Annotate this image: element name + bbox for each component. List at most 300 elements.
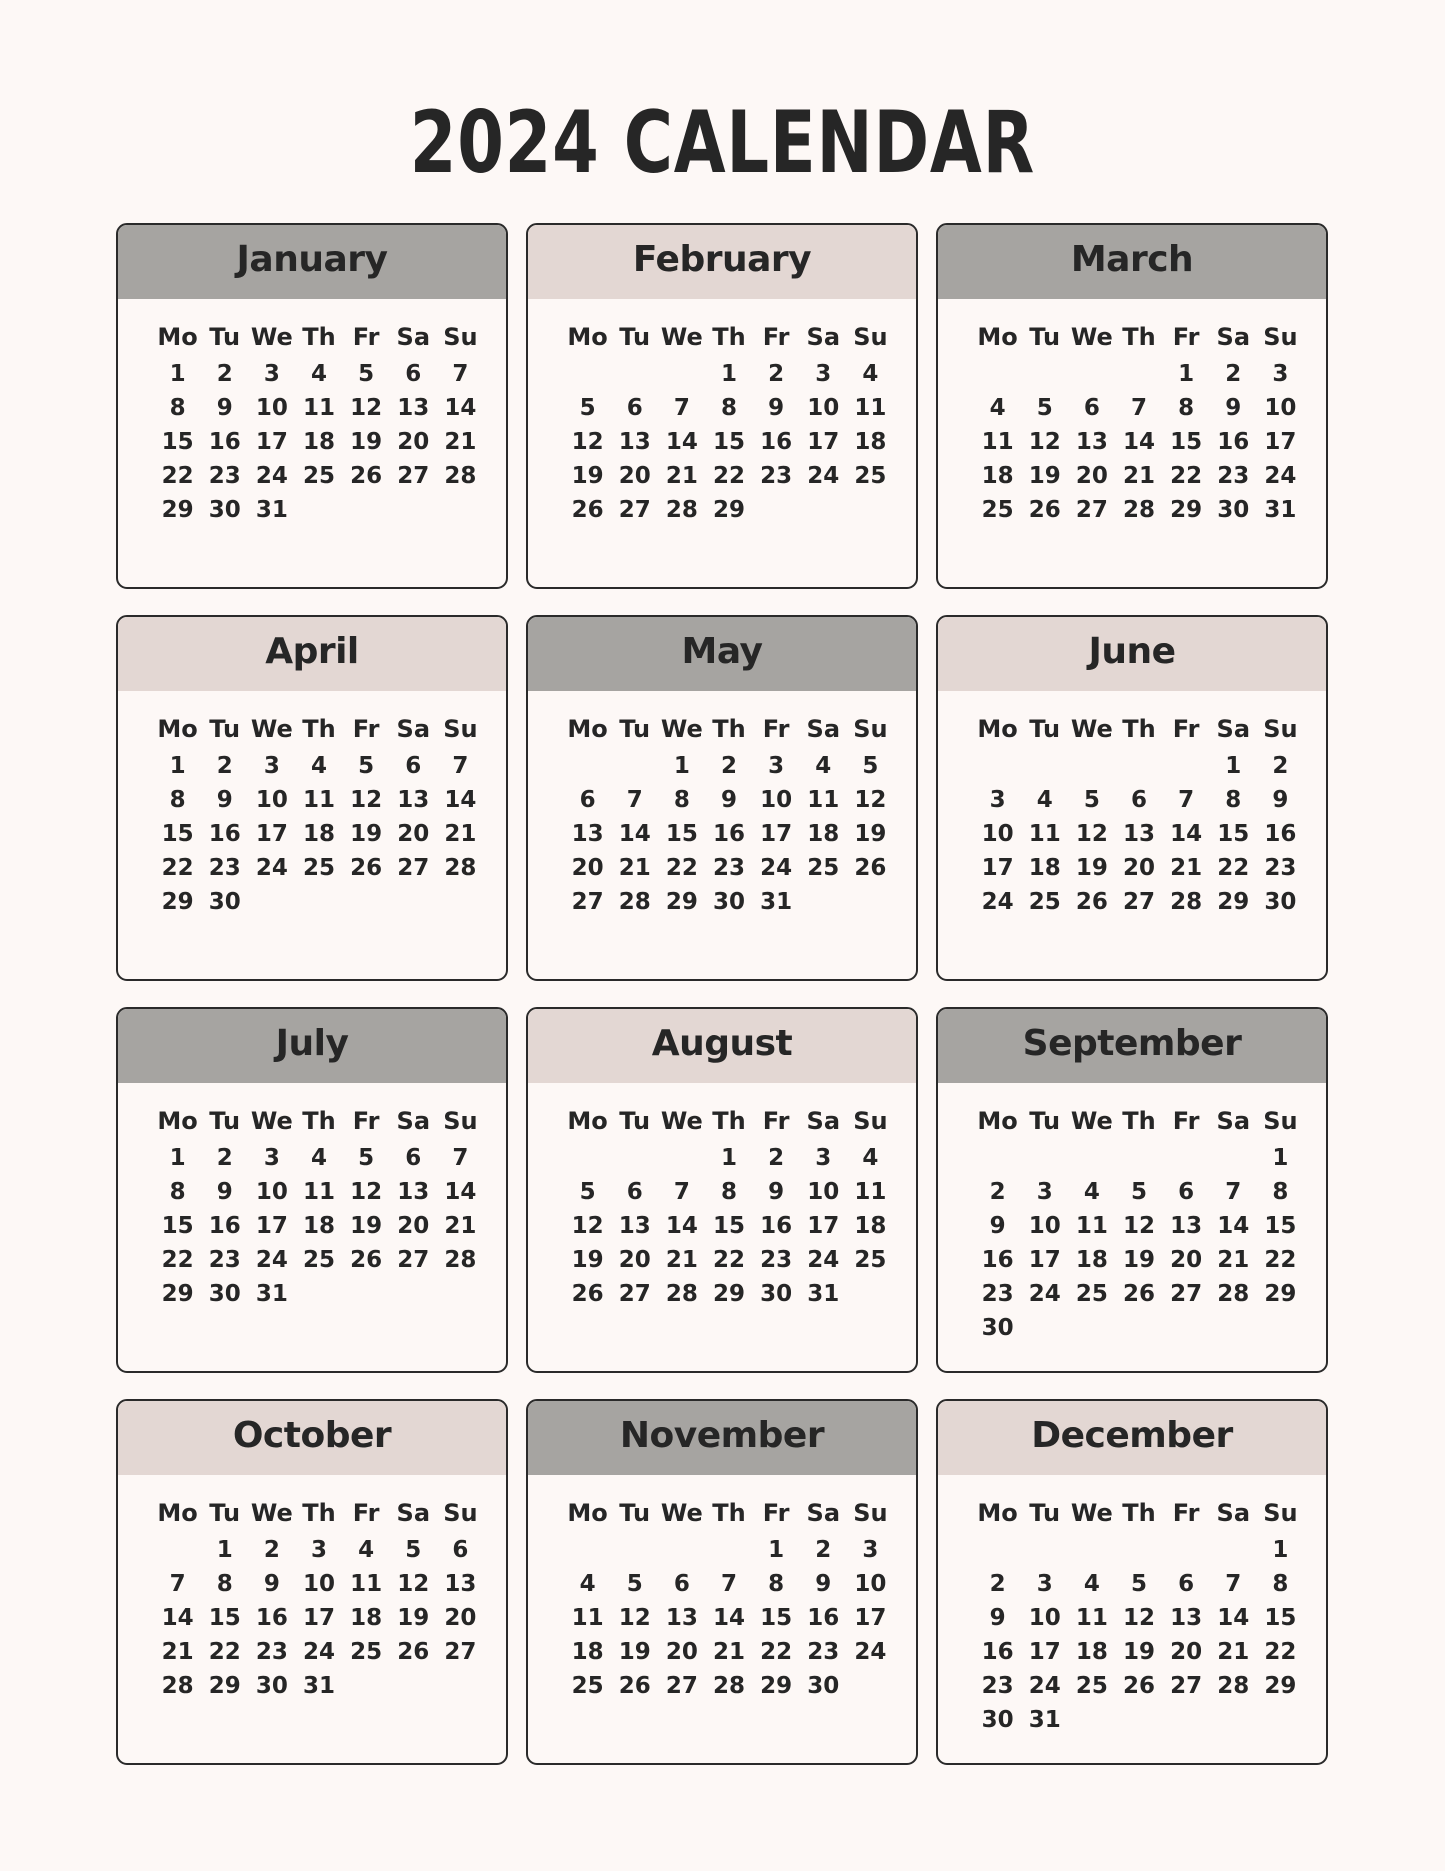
day-cell [390,1669,437,1703]
day-cell: 26 [1122,1281,1155,1307]
day-cell: 7 [452,361,469,387]
week-row [974,1669,1304,1703]
day-cell: 31 [1028,1707,1061,1733]
day-cell: 29 [1264,1281,1297,1307]
month-march [936,223,1328,589]
day-cell: 23 [208,1247,241,1273]
day-cell: 24 [255,855,288,881]
weekday-label: Sa [1216,323,1251,351]
weekday-header-row [154,1493,484,1533]
day-cell: 8 [720,395,737,421]
day-cell: 24 [1028,1673,1061,1699]
day-cell: 28 [444,463,477,489]
day-cell: 8 [169,787,186,813]
month-body [528,299,916,527]
day-cell: 2 [989,1179,1006,1205]
weekday-label: Su [1263,1107,1298,1135]
day-cell: 20 [397,1213,430,1239]
weekday-label: Fr [352,1499,380,1527]
week-row [564,817,894,851]
day-cell: 28 [1217,1281,1250,1307]
day-cell: 2 [216,361,233,387]
week-row [974,749,1304,783]
day-cell: 22 [1217,855,1250,881]
day-cell [1257,1703,1304,1737]
day-cell: 4 [989,395,1006,421]
day-cell [1163,1703,1210,1737]
weekday-label: Mo [567,715,608,743]
day-cell: 17 [854,1605,887,1631]
day-cell: 25 [350,1639,383,1665]
day-cell: 21 [1170,855,1203,881]
day-cell: 5 [862,753,879,779]
day-cell: 26 [618,1673,651,1699]
day-cell: 24 [807,1247,840,1273]
day-cell: 15 [1264,1213,1297,1239]
day-cell: 3 [310,1537,327,1563]
day-cell: 21 [1217,1639,1250,1665]
day-cell: 16 [760,1213,793,1239]
day-cell: 30 [208,1281,241,1307]
day-cell: 11 [1075,1605,1108,1631]
day-cell: 18 [981,463,1014,489]
weekday-label: Th [1122,715,1156,743]
day-cell [343,1277,390,1311]
month-body [528,691,916,919]
day-cell: 29 [208,1673,241,1699]
day-cell: 9 [216,787,233,813]
day-cell: 26 [854,855,887,881]
day-cell: 16 [807,1605,840,1631]
weekday-header-row [974,317,1304,357]
day-cell: 29 [1217,889,1250,915]
day-cell: 17 [1028,1639,1061,1665]
day-cell: 20 [444,1605,477,1631]
month-name: March [938,225,1326,299]
week-row [564,1175,894,1209]
day-cell: 22 [712,463,745,489]
day-cell [974,1141,1021,1175]
day-cell: 17 [981,855,1014,881]
month-body [938,1083,1326,1345]
day-cell: 27 [1075,497,1108,523]
day-cell: 30 [208,889,241,915]
day-cell: 5 [626,1571,643,1597]
week-row [154,1243,484,1277]
day-cell: 8 [1178,395,1195,421]
weekday-label: Th [712,715,746,743]
day-cell: 31 [255,497,288,523]
day-cell [1068,357,1115,391]
day-cell: 23 [712,855,745,881]
day-cell: 10 [255,395,288,421]
week-row [974,1175,1304,1209]
month-name: January [118,225,506,299]
weekday-label: Su [1263,323,1298,351]
day-cell: 23 [981,1673,1014,1699]
day-cell: 19 [1075,855,1108,881]
weekday-label: Th [712,1499,746,1527]
weekday-label: We [1070,1107,1113,1135]
weekday-label: Mo [977,1107,1018,1135]
day-cell: 3 [989,787,1006,813]
weekday-header-row [154,1101,484,1141]
day-cell: 26 [350,1247,383,1273]
day-cell: 21 [444,429,477,455]
day-cell: 13 [618,1213,651,1239]
day-cell: 24 [981,889,1014,915]
day-cell: 13 [1170,1213,1203,1239]
week-row [564,851,894,885]
day-cell: 18 [302,429,335,455]
day-cell: 17 [1028,1247,1061,1273]
day-cell: 24 [1264,463,1297,489]
week-row [154,749,484,783]
week-row [974,885,1304,919]
day-cell: 14 [1217,1605,1250,1631]
day-cell: 22 [161,463,194,489]
day-cell [1163,1533,1210,1567]
day-cell [1021,1311,1068,1345]
week-row [564,1635,894,1669]
day-cell: 28 [712,1673,745,1699]
day-cell: 11 [854,395,887,421]
week-row [154,1567,484,1601]
day-cell: 12 [854,787,887,813]
day-cell: 16 [1264,821,1297,847]
day-cell: 20 [397,429,430,455]
day-cell: 1 [1272,1537,1289,1563]
day-cell: 7 [1225,1179,1242,1205]
day-cell: 5 [579,1179,596,1205]
weekday-label: Su [443,1107,478,1135]
weekday-label: Mo [567,1107,608,1135]
weekday-header-row [564,709,894,749]
day-cell [343,885,390,919]
day-cell: 31 [302,1673,335,1699]
weekday-label: Su [1263,1499,1298,1527]
month-december [936,1399,1328,1765]
weekday-label: Mo [157,323,198,351]
day-cell: 1 [720,1145,737,1171]
day-cell: 19 [1028,463,1061,489]
day-cell: 9 [1272,787,1289,813]
day-cell: 29 [712,1281,745,1307]
day-cell: 28 [665,497,698,523]
day-cell: 23 [208,855,241,881]
day-cell: 7 [1225,1571,1242,1597]
day-cell: 3 [768,753,785,779]
day-cell: 20 [618,1247,651,1273]
day-cell: 14 [444,395,477,421]
week-row [974,493,1304,527]
day-cell: 22 [208,1639,241,1665]
day-cell: 21 [444,821,477,847]
day-cell: 10 [807,1179,840,1205]
day-cell: 19 [854,821,887,847]
day-cell: 15 [161,821,194,847]
day-cell: 12 [571,1213,604,1239]
weekday-label: We [660,323,703,351]
day-cell: 18 [571,1639,604,1665]
day-cell: 19 [397,1605,430,1631]
week-row [974,459,1304,493]
day-cell [658,357,705,391]
weekday-label: Tu [209,1107,241,1135]
day-cell: 9 [989,1213,1006,1239]
day-cell: 25 [1075,1281,1108,1307]
day-cell: 31 [807,1281,840,1307]
month-body [118,1475,506,1703]
weekday-label: Sa [806,715,841,743]
weekday-label: Tu [619,1107,651,1135]
day-cell: 13 [618,429,651,455]
day-cell: 3 [1272,361,1289,387]
day-cell [1115,357,1162,391]
day-cell: 9 [768,1179,785,1205]
day-cell: 19 [571,1247,604,1273]
day-cell: 6 [1130,787,1147,813]
weekday-label: Mo [157,1107,198,1135]
month-body [938,691,1326,919]
weekday-label: Su [443,715,478,743]
month-name: February [528,225,916,299]
week-row [564,885,894,919]
weekday-label: Tu [619,323,651,351]
day-cell: 22 [712,1247,745,1273]
day-cell [1115,749,1162,783]
day-cell: 2 [989,1571,1006,1597]
day-cell: 3 [263,753,280,779]
day-cell: 16 [760,429,793,455]
day-cell [1210,1311,1257,1345]
day-cell: 11 [571,1605,604,1631]
day-cell: 8 [673,787,690,813]
day-cell: 3 [815,1145,832,1171]
week-row [154,391,484,425]
day-cell: 1 [1272,1145,1289,1171]
day-cell: 8 [216,1571,233,1597]
day-cell: 26 [1028,497,1061,523]
day-cell [1163,1141,1210,1175]
day-cell [1115,1311,1162,1345]
day-cell: 12 [1075,821,1108,847]
day-cell [1021,1141,1068,1175]
day-cell [437,1277,484,1311]
page-title: 2024 CALENDAR [409,93,1036,193]
weekday-label: Tu [209,1499,241,1527]
day-cell: 26 [571,497,604,523]
day-cell: 6 [405,361,422,387]
weekday-label: Su [853,1107,888,1135]
day-cell: 3 [263,361,280,387]
day-cell: 7 [452,753,469,779]
day-cell: 19 [350,1213,383,1239]
day-cell [564,1533,611,1567]
week-row [154,1533,484,1567]
day-cell: 4 [358,1537,375,1563]
weekday-header-row [974,1101,1304,1141]
month-name: April [118,617,506,691]
month-name: August [528,1009,916,1083]
weekday-label: Sa [806,323,841,351]
weekday-header-row [974,1493,1304,1533]
day-cell: 13 [1170,1605,1203,1631]
day-cell: 13 [397,395,430,421]
day-cell: 27 [1122,889,1155,915]
day-cell: 6 [405,1145,422,1171]
day-cell: 28 [665,1281,698,1307]
day-cell: 8 [169,395,186,421]
weekday-label: Sa [806,1107,841,1135]
weekday-label: Sa [396,1499,431,1527]
weekday-label: Mo [977,715,1018,743]
day-cell: 20 [1122,855,1155,881]
day-cell: 20 [571,855,604,881]
week-row [974,1567,1304,1601]
day-cell: 7 [1178,787,1195,813]
month-november [526,1399,918,1765]
day-cell: 6 [405,753,422,779]
weekday-label: We [250,1107,293,1135]
day-cell: 17 [807,1213,840,1239]
day-cell: 27 [397,1247,430,1273]
day-cell: 16 [981,1247,1014,1273]
month-body [938,1475,1326,1737]
weekday-label: Sa [396,1107,431,1135]
day-cell [611,357,658,391]
day-cell: 16 [208,1213,241,1239]
day-cell: 3 [1036,1571,1053,1597]
week-row [154,493,484,527]
day-cell: 31 [255,1281,288,1307]
day-cell: 26 [350,463,383,489]
day-cell: 7 [720,1571,737,1597]
month-name: May [528,617,916,691]
day-cell: 21 [1217,1247,1250,1273]
day-cell: 12 [350,395,383,421]
day-cell [343,493,390,527]
day-cell [1115,1141,1162,1175]
day-cell [1210,1141,1257,1175]
day-cell [1068,749,1115,783]
weekday-label: Sa [806,1499,841,1527]
day-cell: 21 [618,855,651,881]
weekday-label: Sa [1216,715,1251,743]
day-cell: 3 [815,361,832,387]
day-cell: 22 [665,855,698,881]
day-cell: 12 [571,429,604,455]
day-cell: 25 [1028,889,1061,915]
day-cell: 18 [807,821,840,847]
day-cell: 13 [444,1571,477,1597]
day-cell [1163,749,1210,783]
day-cell: 19 [618,1639,651,1665]
day-cell: 30 [981,1707,1014,1733]
day-cell: 15 [1170,429,1203,455]
day-cell: 28 [1122,497,1155,523]
day-cell: 19 [1122,1639,1155,1665]
day-cell: 28 [444,1247,477,1273]
months-grid [116,223,1328,1765]
day-cell: 25 [854,1247,887,1273]
day-cell: 16 [208,429,241,455]
day-cell: 18 [350,1605,383,1631]
day-cell: 29 [161,497,194,523]
weekday-label: We [660,1499,703,1527]
day-cell: 14 [665,429,698,455]
weekday-label: Tu [619,1499,651,1527]
day-cell [753,493,800,527]
day-cell: 25 [1075,1673,1108,1699]
day-cell: 11 [1075,1213,1108,1239]
day-cell [847,885,894,919]
weekday-label: Th [302,1499,336,1527]
weekday-label: Fr [762,715,790,743]
day-cell [1115,1533,1162,1567]
month-name: October [118,1401,506,1475]
day-cell: 21 [712,1639,745,1665]
day-cell: 12 [350,787,383,813]
day-cell: 2 [216,753,233,779]
week-row [564,1243,894,1277]
day-cell: 4 [862,1145,879,1171]
week-row [564,425,894,459]
day-cell: 20 [1170,1639,1203,1665]
day-cell: 6 [626,1179,643,1205]
week-row [564,1533,894,1567]
week-row [974,1277,1304,1311]
weekday-label: Su [853,1499,888,1527]
week-row [154,1175,484,1209]
day-cell [1068,1311,1115,1345]
day-cell: 5 [358,361,375,387]
day-cell [1021,357,1068,391]
month-october [116,1399,508,1765]
day-cell: 15 [712,1213,745,1239]
day-cell: 9 [263,1571,280,1597]
day-cell: 4 [1083,1571,1100,1597]
day-cell: 5 [579,395,596,421]
day-cell: 25 [302,855,335,881]
month-body [118,691,506,919]
day-cell: 7 [169,1571,186,1597]
day-cell: 25 [807,855,840,881]
day-cell: 18 [854,1213,887,1239]
day-cell: 19 [1122,1247,1155,1273]
weekday-label: Th [302,1107,336,1135]
month-september [936,1007,1328,1373]
weekday-label: Tu [619,715,651,743]
day-cell: 3 [263,1145,280,1171]
day-cell: 30 [981,1315,1014,1341]
day-cell: 25 [302,1247,335,1273]
weekday-label: Fr [352,715,380,743]
month-june [936,615,1328,981]
day-cell: 21 [665,1247,698,1273]
weekday-label: Su [853,323,888,351]
day-cell: 2 [263,1537,280,1563]
day-cell: 27 [665,1673,698,1699]
day-cell: 23 [208,463,241,489]
day-cell [295,885,342,919]
day-cell: 9 [1225,395,1242,421]
day-cell: 13 [1122,821,1155,847]
day-cell: 15 [760,1605,793,1631]
day-cell: 21 [444,1213,477,1239]
day-cell: 6 [673,1571,690,1597]
day-cell: 27 [397,463,430,489]
